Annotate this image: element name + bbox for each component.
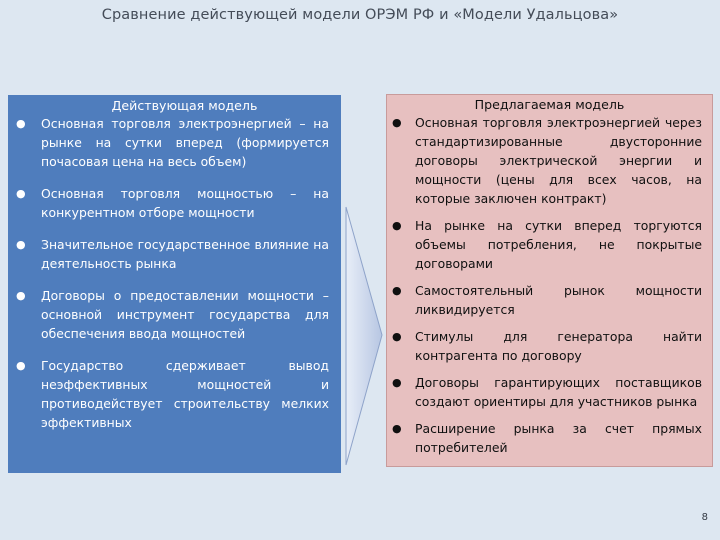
current-model-header: Действующая модель xyxy=(111,98,258,113)
list-item: ● Расширение рынка за счет прямых потребителей xyxy=(392,421,702,455)
proposed-model-panel xyxy=(386,94,713,467)
list-item: ● Государство сдерживает вывод неэффективных мощностей и противодействует строительству мелких эффективных xyxy=(16,358,329,430)
list-item: ● Значительное государственное влияние на деятельность рынка xyxy=(16,237,329,271)
list-item: ● Основная торговля электроэнергией – на рынке на сутки вперед (формируется почасовая цена на весь объем) xyxy=(16,116,329,169)
list-item: ● На рынке на сутки вперед торгуются объемы потребления, не покрытые договорами xyxy=(392,218,702,271)
arrow-right-icon xyxy=(344,205,384,467)
list-item: ● Договоры гарантирующих поставщиков создают ориентиры для участников рынка xyxy=(392,375,702,409)
list-item: ● Договоры о предоставлении мощности – основной инструмент государства для обеспечения ввода мощностей xyxy=(16,288,329,341)
bullet-icon: ● xyxy=(392,284,402,297)
list-item: ● Основная торговля мощностью – на конкурентном отборе мощности xyxy=(16,186,329,220)
bullet-icon: ● xyxy=(392,330,402,343)
bullet-icon: ● xyxy=(16,117,26,130)
current-model-list xyxy=(8,114,341,432)
bullet-icon: ● xyxy=(16,238,26,251)
bullet-icon: ● xyxy=(16,289,26,302)
slide-title: Сравнение действующей модели ОРЭМ РФ и «Модели Удальцова» xyxy=(101,7,619,23)
bullet-icon: ● xyxy=(392,116,402,129)
list-item: ● Самостоятельный рынок мощности ликвидируется xyxy=(392,283,702,317)
bullet-icon: ● xyxy=(16,187,26,200)
proposed-model-list xyxy=(387,113,712,457)
bullet-icon: ● xyxy=(392,219,402,232)
bullet-icon: ● xyxy=(392,376,402,389)
page-number: 8 xyxy=(701,512,708,523)
bullet-icon: ● xyxy=(392,422,402,435)
current-model-panel xyxy=(8,95,341,473)
bullet-icon: ● xyxy=(16,359,26,372)
list-item: ● Основная торговля электроэнергией через стандартизированные двусторонние договоры электрической энергии и мощности (цены для всех часов, на которые заключен контракт) xyxy=(392,115,702,206)
list-item: ● Стимулы для генератора найти контрагента по договору xyxy=(392,329,702,363)
proposed-model-header: Предлагаемая модель xyxy=(474,97,625,112)
